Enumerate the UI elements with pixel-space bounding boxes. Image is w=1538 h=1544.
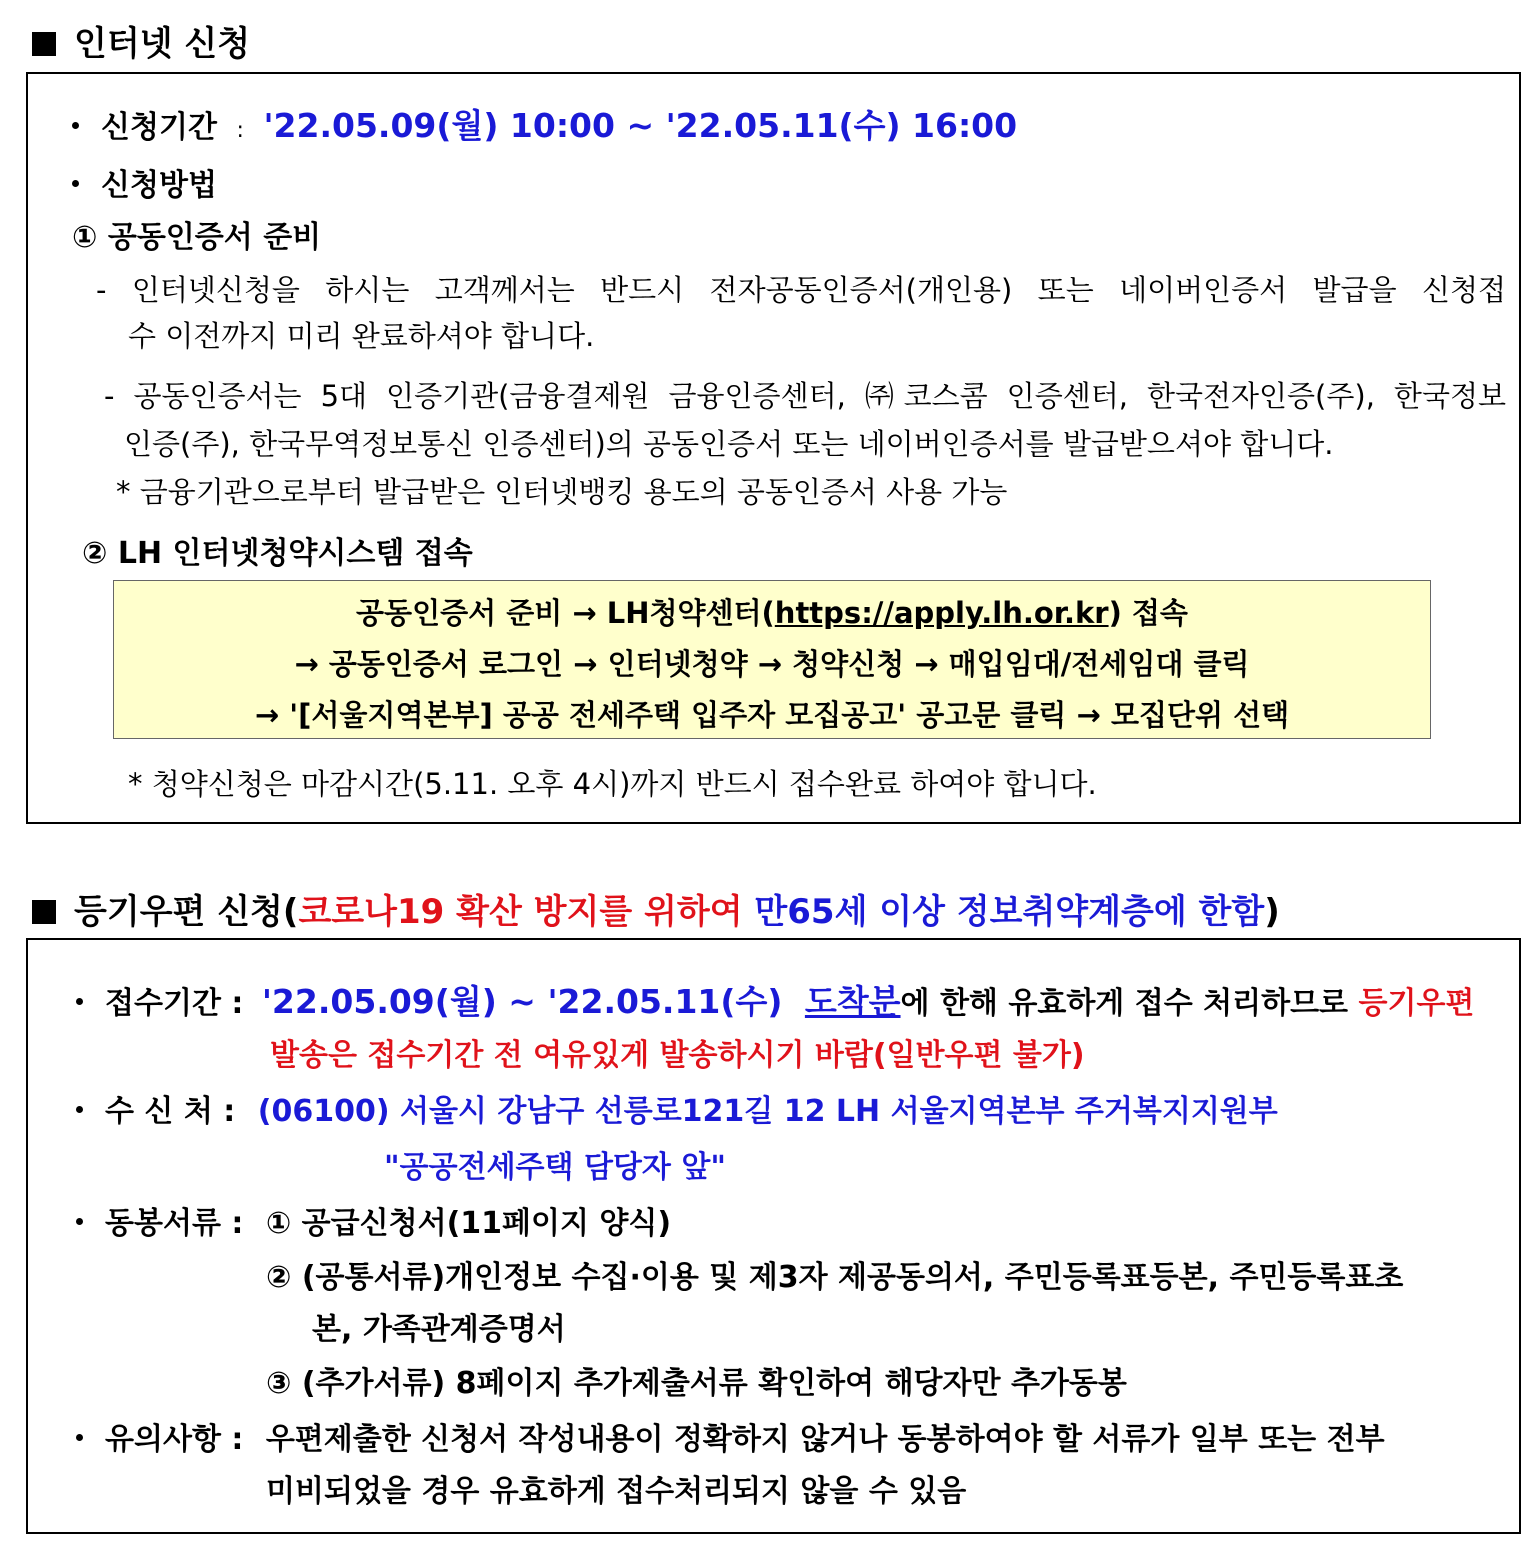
section2-title-red: 코로나19 확산 방지를 위하여 [298,892,755,932]
step1-title: ① 공동인증서 준비 [72,220,322,255]
flow-line1-b: ) 접속 [1108,596,1188,630]
bullet-icon [76,1106,83,1113]
section2-heading [32,884,1280,933]
square-bullet-icon [32,32,56,56]
recv-arrival: 도착분 [804,982,901,1021]
bullet-icon [76,1434,83,1441]
deadline-note: * 청약신청은 마감시간(5.11. 오후 4시)까지 반드시 접수완료 하여야 합니다. [128,767,1097,801]
recv-text: 에 한해 유효하게 접수 처리하므로 [900,986,1359,1021]
addr-line2: "공공전세주택 담당자 앞" [384,1150,726,1185]
section2-title: 등기우편 신청( [74,892,299,932]
step1-line2: 수 이전까지 미리 완료하셔야 합니다. [128,319,595,353]
apply-link[interactable]: https://apply.lh.or.kr [774,596,1109,630]
recv-red1: 등기우편 [1358,986,1475,1021]
caution-row [76,1414,1385,1458]
section1-heading [32,16,250,65]
step1-line1: - 인터넷신청을 하시는 고객께서는 반드시 전자공동인증서(개인용) 또는 네이버인증서 발급을 신청접 [96,273,1506,307]
section1-title: 인터넷 신청 [74,24,251,64]
bullet-icon [72,122,79,129]
flow-line2: → 공동인증서 로그인 → 인터넷청약 → 청약신청 → 매입임대/전세임대 클릭 [294,647,1250,681]
step1-line4: 인증(주), 한국무역정보통신 인증센터)의 공동인증서 또는 네이버인증서를 발급받으셔야 합니다. [124,427,1334,461]
bullet-icon [76,998,83,1005]
square-bullet-icon [32,900,56,924]
method-label: 신청방법 [101,168,217,203]
recv-red2: 발송은 접수기간 전 여유있게 발송하시기 바람(일반우편 불가) [270,1038,1085,1073]
recv-row [76,976,1474,1023]
doc2-line1: ② (공통서류)개인정보 수집·이용 및 제3자 제공동의서, 주민등록표등본, 주민등록표초 [266,1260,1404,1295]
bullet-icon [76,1218,83,1225]
doc2-line2: 본, 가족관계증명서 [312,1312,566,1347]
period-label: 신청기간 [101,110,217,145]
period-row [72,100,1017,147]
section2-title-blue: 만65세 이상 정보취약계층에 한함 [754,892,1265,932]
doc1: ① 공급신청서(11페이지 양식) [265,1206,672,1241]
bullet-icon [72,180,79,187]
caution-line2: 미비되었을 경우 유효하게 접수처리되지 않을 수 있음 [266,1474,967,1509]
flow-line1 [114,591,1430,632]
doc3: ③ (추가서류) 8페이지 추가제출서류 확인하여 해당자만 추가동봉 [266,1366,1127,1401]
section2-title-close: ) [1264,892,1280,932]
recv-label: 접수기간 : [105,986,244,1021]
period-value: '22.05.09(월) 10:00 ~ '22.05.11(수) 16:00 [263,106,1018,145]
caution-line1: 우편제출한 신청서 작성내용이 정확하지 않거나 동봉하여야 할 서류가 일부 또는 전부 [265,1422,1385,1457]
docs-row [76,1198,671,1242]
flow-box [113,580,1431,739]
docs-label: 동봉서류 : [105,1206,244,1241]
flow-line3: → '[서울지역본부] 공공 전세주택 입주자 모집공고' 공고문 클릭 → 모집단위 선택 [254,698,1290,732]
addr-label: 수 신 처 : [105,1094,236,1129]
step2-title: ② LH 인터넷청약시스템 접속 [82,536,473,571]
addr-row [76,1086,1278,1130]
flow-line1-a: 공동인증서 준비 → LH청약센터( [356,596,775,630]
addr-line1: (06100) 서울시 강남구 선릉로121길 12 LH 서울지역본부 주거복지지원부 [257,1094,1278,1129]
recv-value: '22.05.09(월) ~ '22.05.11(수) [261,982,783,1021]
step1-line3: - 공동인증서는 5대 인증기관(금융결제원 금융인증센터, ㈜코스콤 인증센터, 한국전자인증(주), 한국정보 [104,379,1506,413]
period-sep: : [236,118,244,143]
method-row [72,160,217,204]
caution-label: 유의사항 : [105,1422,244,1457]
step1-note: * 금융기관으로부터 발급받은 인터넷뱅킹 용도의 공동인증서 사용 가능 [116,475,1008,509]
